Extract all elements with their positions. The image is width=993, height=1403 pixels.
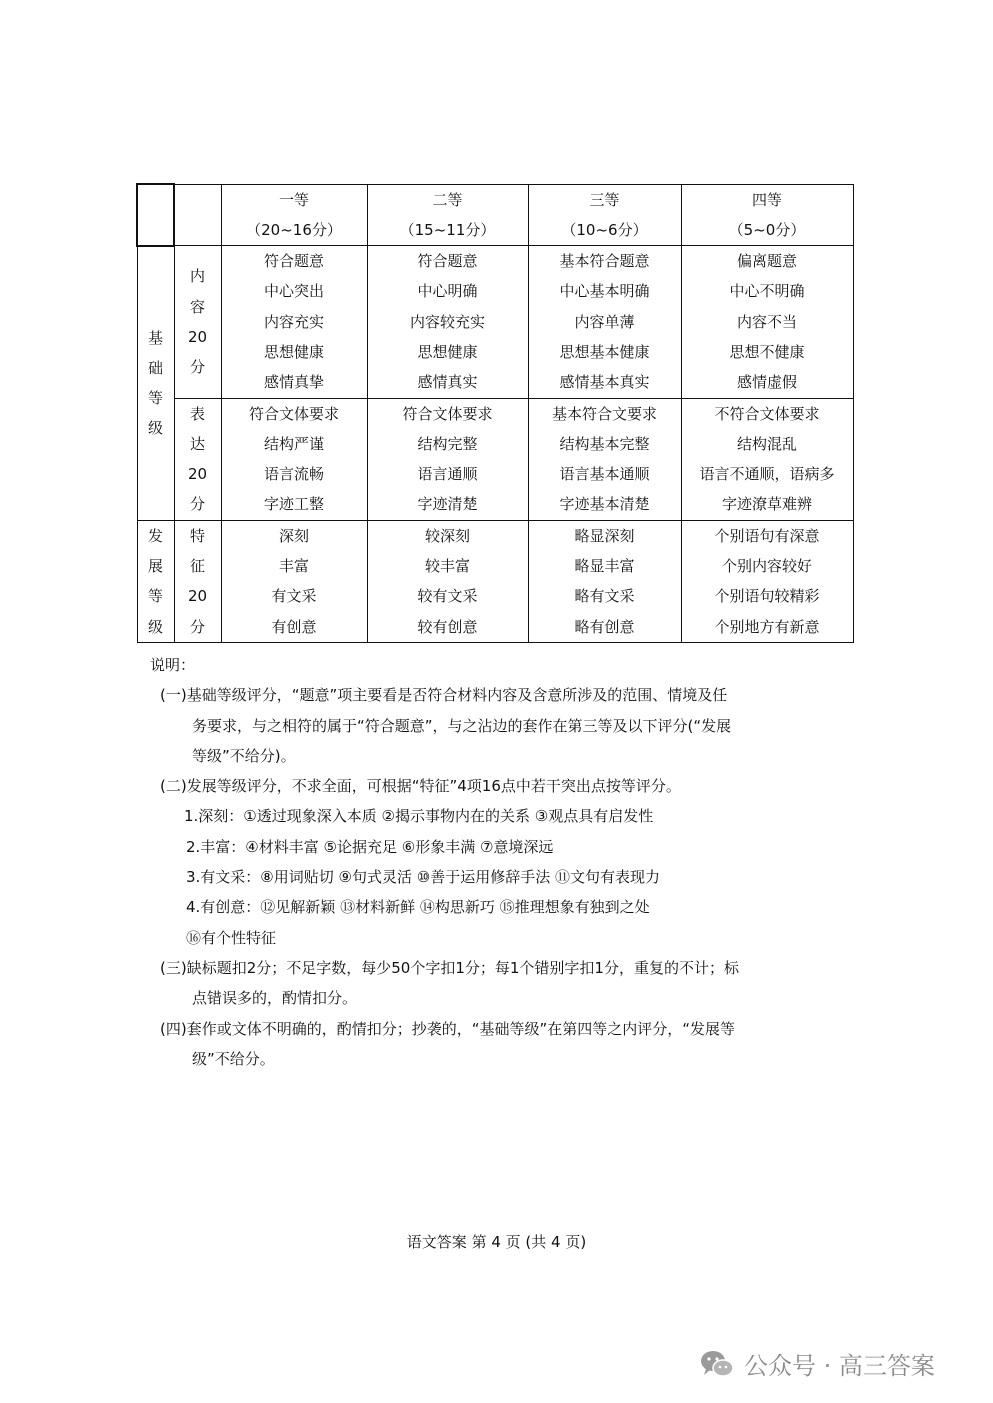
feature-grade-3: 略显深刻 略显丰富 略有文采 略有创意: [528, 520, 681, 642]
note-3-line-2: 点错误多的，酌情扣分。: [192, 989, 358, 1008]
note-4-line-2: 级”不给分。: [192, 1049, 275, 1068]
content-label: 内 容 20 分: [174, 246, 221, 398]
watermark: [700, 1346, 935, 1381]
grading-table: [136, 183, 854, 643]
note-2-item-4: 4.有创意：⑫见解新颖 ⑬材料新鲜 ⑭构思新巧 ⑮推理想象有独到之处: [186, 898, 650, 917]
note-2-line: (二)发展等级评分，不求全面，可根据“特征”4项16点中若干突出点按等评分。: [160, 777, 681, 796]
note-4-line-1: (四)套作或文体不明确的，酌情扣分；抄袭的，“基础等级”在第四等之内评分，“发展等: [160, 1019, 736, 1038]
expression-grade-2: 符合文体要求 结构完整 语言通顺 字迹清楚: [367, 398, 528, 520]
header-corner: [137, 184, 174, 246]
content-grade-4: 偏离题意 中心不明确 内容不当 思想不健康 感情虚假: [681, 246, 853, 398]
table-row-expression: [137, 398, 853, 520]
note-1-line-1: (一)基础等级评分，“题意”项主要看是否符合材料内容及含意所涉及的范围、情境及任: [160, 686, 728, 705]
feature-label: 特 征 20 分: [174, 520, 221, 642]
expression-label: 表 达 20 分: [174, 398, 221, 520]
table-row-content: [137, 246, 853, 398]
notes-section: [150, 650, 850, 1074]
content-grade-1: 符合题意 中心突出 内容充实 思想健康 感情真挚: [221, 246, 367, 398]
content-grade-3: 基本符合题意 中心基本明确 内容单薄 思想基本健康 感情基本真实: [528, 246, 681, 398]
content-grade-2: 符合题意 中心明确 内容较充实 思想健康 感情真实: [367, 246, 528, 398]
table-row-feature: [137, 520, 853, 642]
expression-grade-3: 基本符合文要求 结构基本完整 语言基本通顺 字迹基本清楚: [528, 398, 681, 520]
header-grade-4: 四等 （5~0分）: [681, 184, 853, 246]
expression-grade-1: 符合文体要求 结构严谨 语言流畅 字迹工整: [221, 398, 367, 520]
feature-grade-2: 较深刻 较丰富 较有文采 较有创意: [367, 520, 528, 642]
note-1-line-3: 等级”不给分)。: [192, 746, 296, 765]
note-1-line-2: 务要求，与之相符的属于“符合题意”，与之沾边的套作在第三等及以下评分(“发展: [192, 716, 732, 735]
notes-title: 说明：: [150, 656, 196, 674]
note-2-item-2: 2.丰富：④材料丰富 ⑤论据充足 ⑥形象丰满 ⑦意境深远: [186, 837, 554, 856]
basic-level-label: 基 础 等 级: [137, 246, 174, 521]
header-grade-2: 二等 （15~11分）: [367, 184, 528, 246]
page-footer: 语文答案 第 4 页 (共 4 页): [406, 1233, 587, 1251]
header-grade-3: 三等 （10~6分）: [528, 184, 681, 246]
watermark-text: 公众号 · 高三答案: [744, 1352, 935, 1380]
feature-grade-4: 个别语句有深意 个别内容较好 个别语句较精彩 个别地方有新意: [681, 520, 853, 642]
note-3-line-1: (三)缺标题扣2分；不足字数，每少50个字扣1分；每1个错别字扣1分，重复的不计；标: [160, 958, 739, 977]
table-header-row: [137, 184, 853, 246]
header-corner-2: [174, 184, 221, 246]
feature-grade-1: 深刻 丰富 有文采 有创意: [221, 520, 367, 642]
header-grade-1: 一等 （20~16分）: [221, 184, 367, 246]
expression-grade-4: 不符合文体要求 结构混乱 语言不通顺，语病多 字迹潦草难辨: [681, 398, 853, 520]
note-2-item-3: 3.有文采：⑧用词贴切 ⑨句式灵活 ⑩善于运用修辞手法 ⑪文句有表现力: [186, 868, 660, 887]
development-level-label: 发 展 等 级: [137, 520, 174, 642]
wechat-icon: [700, 1349, 734, 1379]
note-2-last: ⑯有个性特征: [186, 928, 277, 947]
note-2-item-1: 1.深刻：①透过现象深入本质 ②揭示事物内在的关系 ③观点具有启发性: [184, 807, 654, 826]
